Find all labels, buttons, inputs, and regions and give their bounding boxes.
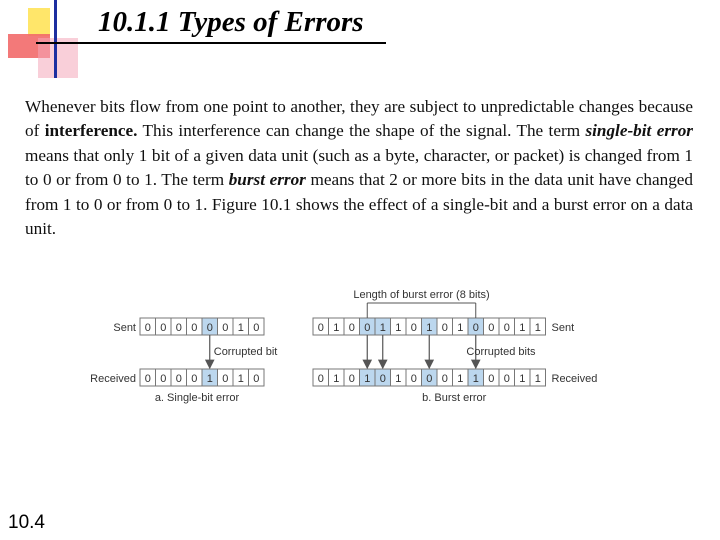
sent-label: Sent [113, 322, 136, 334]
received-bit: 0 [410, 373, 417, 385]
sent-bit: 0 [503, 322, 510, 334]
sent-bit: 1 [333, 322, 340, 334]
burst-error-caption: b. Burst error [422, 392, 487, 404]
received-bit: 1 [519, 373, 526, 385]
sent-bit: 1 [379, 322, 386, 334]
sent-bit: 0 [472, 322, 479, 334]
received-bit: 0 [317, 373, 324, 385]
paragraph-run: interference. [44, 121, 138, 141]
received-bit: 0 [160, 373, 167, 385]
burst-length-label: Length of burst error (8 bits) [353, 289, 490, 301]
sent-bit: 1 [426, 322, 433, 334]
single-bit-caption: a. Single-bit error [154, 392, 240, 404]
received-bit: 1 [534, 373, 541, 385]
sent-bit: 1 [534, 322, 541, 334]
received-bit: 0 [348, 373, 355, 385]
received-bit: 1 [472, 373, 479, 385]
paragraph-run: single-bit error [585, 121, 693, 141]
slide-number: 10.4 [8, 512, 45, 533]
received-label: Received [551, 373, 598, 385]
sent-bit: 0 [222, 322, 229, 334]
sent-bit: 0 [348, 322, 355, 334]
sent-bit: 0 [175, 322, 182, 334]
received-bit: 0 [253, 373, 260, 385]
paragraph-run: burst error [228, 170, 306, 190]
received-bit: 1 [206, 373, 213, 385]
received-bit: 0 [144, 373, 151, 385]
sent-bit: 0 [488, 322, 495, 334]
received-bit: 1 [364, 373, 371, 385]
sent-bit: 1 [237, 322, 244, 334]
received-bit: 1 [395, 373, 402, 385]
received-bit: 1 [237, 373, 244, 385]
sent-bit: 0 [144, 322, 151, 334]
slide-title: 10.1.1 Types of Errors [98, 6, 364, 38]
sent-bit: 0 [206, 322, 213, 334]
received-bit: 0 [488, 373, 495, 385]
sent-bit: 1 [395, 322, 402, 334]
sent-label: Sent [551, 322, 575, 334]
sent-bit: 1 [519, 322, 526, 334]
paragraph-run: Whenever bits flow from one point to another, they are subject to unpredictable changes because of [25, 97, 693, 141]
received-bit: 0 [426, 373, 433, 385]
received-bit: 0 [191, 373, 198, 385]
received-bit: 0 [441, 373, 448, 385]
received-bit: 0 [503, 373, 510, 385]
corrupted-bits-label: Corrupted bits [466, 346, 536, 358]
paragraph-run: means that only 1 bit of a given data unit (such as a byte, character, or packet) is changed from 1 to 0 or from 0 to 1. The term [25, 145, 693, 190]
sent-bit: 0 [441, 322, 448, 334]
paragraph-run: means that 2 or more bits in the data unit have changed from 1 to 0 or from 0 to 1. Figure 10.1 shows the effect of a single-bit and a burst error on a data unit. [25, 170, 694, 239]
paragraph-run: This interference can change the shape of the signal. The term [137, 121, 586, 141]
corrupted-bit-label: Corrupted bit [213, 346, 278, 358]
sent-bit: 0 [410, 322, 417, 334]
sent-bit: 0 [253, 322, 260, 334]
received-bit: 1 [457, 373, 464, 385]
sent-bit: 0 [191, 322, 198, 334]
sent-bit: 0 [317, 322, 324, 334]
sent-bit: 0 [160, 322, 167, 334]
received-bit: 1 [333, 373, 340, 385]
sent-bit: 1 [457, 322, 464, 334]
received-bit: 0 [175, 373, 182, 385]
received-label: Received [90, 373, 136, 385]
received-bit: 0 [379, 373, 386, 385]
received-bit: 0 [222, 373, 229, 385]
sent-bit: 0 [364, 322, 371, 334]
